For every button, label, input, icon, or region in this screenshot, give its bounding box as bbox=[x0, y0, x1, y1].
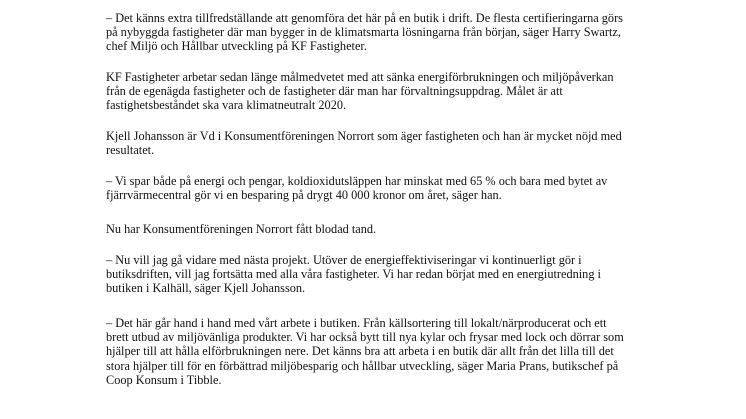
text-line: Coop Konsum i Tibble. bbox=[106, 372, 222, 387]
text-line: brett utbud av miljövänliga produkter. Vi har också bytt till nya kylar och frysar med lock och dörrar som bbox=[106, 330, 624, 345]
text-line: fjärrvärmecentral gör vi en besparing på drygt 40 000 kronor om året, säger han. bbox=[106, 188, 502, 203]
text-line: – Det här går hand i hand med vårt arbete i butiken. Från källsortering till lokalt/närproducerat och ett bbox=[106, 316, 607, 330]
text-line: butiksdriften, vill jag fortsätta med alla våra fastigheter. Vi har redan börjat med en energiutredning i bbox=[106, 267, 601, 282]
text-line: stora hjälper till för en förbättrad miljöbesparig och hållbar utveckling, säger Maria Prans, butikschef på bbox=[106, 358, 619, 373]
text-line: hjälper till att hålla elförbrukningen nere. Det känns bra att arbeta i en butik där allt från det lilla till det bbox=[106, 344, 614, 359]
paragraph-maria-prans-quote bbox=[106, 316, 646, 387]
text-line: – Vi spar både på energi och pengar, koldioxidutsläppen har minskat med 65 % och bara med bytet av bbox=[106, 174, 608, 188]
paragraph-energy-savings-quote bbox=[106, 174, 646, 202]
text-line: – Nu vill jag gå vidare med nästa projekt. Utöver de energieffektiviseringar vi kontinuerligt gör i bbox=[106, 253, 582, 267]
paragraph-next-project-quote bbox=[106, 253, 646, 296]
text-line: fastighetsbeståndet ska vara klimatneutralt 2020. bbox=[106, 98, 347, 113]
paragraph-kf-fastigheter bbox=[106, 70, 646, 113]
text-line: från de egenägda fastigheter och de fastigheter där man har förvaltningsuppdrag. Målet är att bbox=[106, 84, 563, 99]
paragraph-harry-swartz-quote bbox=[106, 11, 646, 54]
text-line: på nybyggda fastigheter där man bygger in de klimatsmarta lösningarna från början, säger Harry Swartz, bbox=[106, 25, 621, 40]
text-line: resultatet. bbox=[106, 143, 155, 158]
text-line: chef Miljö och Hållbar utveckling på KF Fastigheter. bbox=[106, 39, 367, 54]
text-line: Nu har Konsumentföreningen Norrort fått blodad tand. bbox=[106, 222, 377, 236]
text-line: Kjell Johansson är Vd i Konsumentföreningen Norrort som äger fastigheten och han är mycket nöjd med bbox=[106, 129, 622, 143]
text-line: KF Fastigheter arbetar sedan länge målmedvetet med att sänka energiförbrukningen och miljöpåverkan bbox=[106, 70, 614, 84]
paragraph-blodad-tand bbox=[106, 222, 646, 236]
text-line: butiken i Kalhäll, säger Kjell Johansson. bbox=[106, 281, 306, 296]
paragraph-kjell-johansson-intro bbox=[106, 129, 646, 157]
text-line: – Det känns extra tillfredställande att genomföra det här på en butik i drift. De flesta certifieringarna görs bbox=[106, 11, 623, 25]
